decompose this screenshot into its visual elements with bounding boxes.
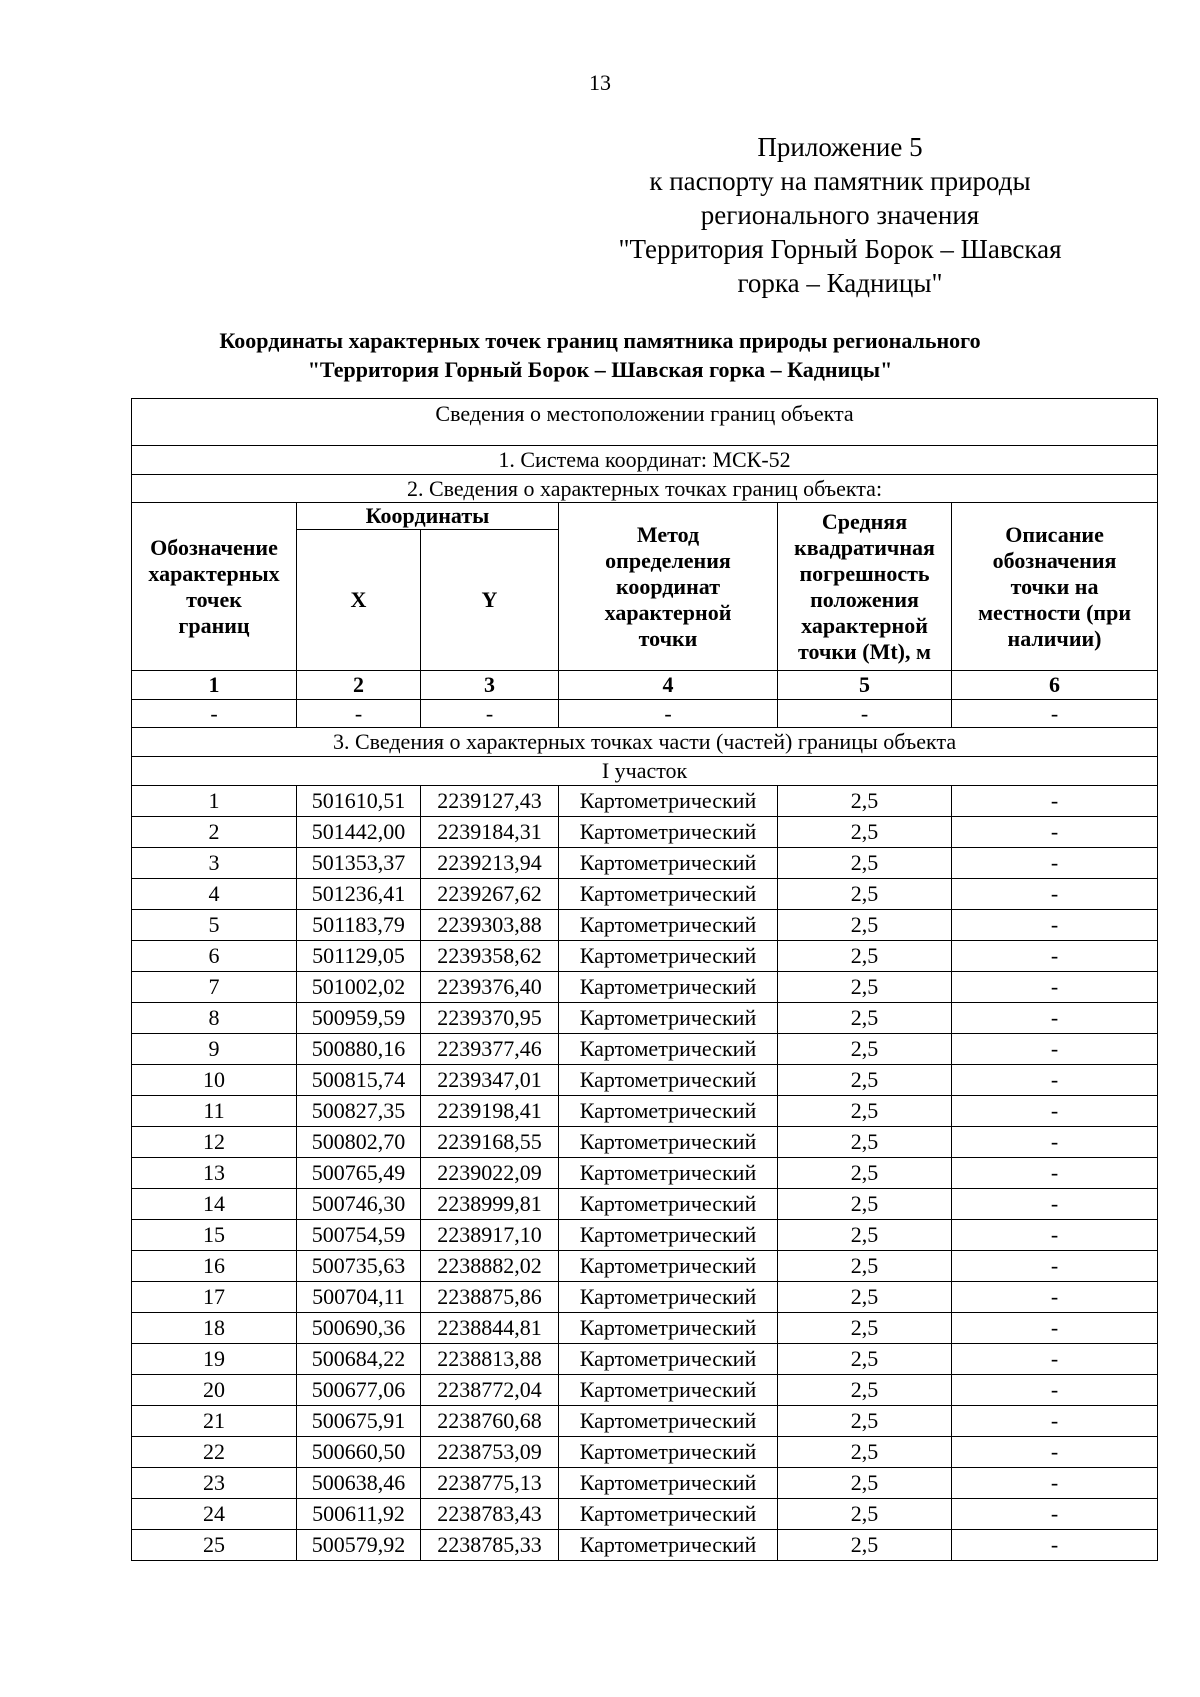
x-coordinate-cell: 501183,79 — [297, 910, 421, 941]
col-header-y: Y — [421, 530, 559, 671]
method-cell: Картометрический — [559, 972, 778, 1003]
x-coordinate-cell: 500684,22 — [297, 1344, 421, 1375]
y-coordinate-cell: 2239267,62 — [421, 879, 559, 910]
title-line-1: Координаты характерных точек границ памятника природы регионального — [219, 328, 981, 353]
table-row — [132, 1499, 1158, 1530]
error-cell: 2,5 — [778, 1127, 952, 1158]
error-cell: 2,5 — [778, 1375, 952, 1406]
x-coordinate-cell: 500815,74 — [297, 1065, 421, 1096]
error-cell: 2,5 — [778, 848, 952, 879]
method-cell: Картометрический — [559, 848, 778, 879]
description-cell: - — [952, 1530, 1158, 1561]
header-line: определения — [605, 547, 731, 573]
y-coordinate-cell: 2238999,81 — [421, 1189, 559, 1220]
y-coordinate-cell: 2239213,94 — [421, 848, 559, 879]
error-cell: 2,5 — [778, 879, 952, 910]
method-cell: Картометрический — [559, 1034, 778, 1065]
error-cell: 2,5 — [778, 1158, 952, 1189]
x-coordinate-cell: 500735,63 — [297, 1251, 421, 1282]
description-cell: - — [952, 1158, 1158, 1189]
y-coordinate-cell: 2238917,10 — [421, 1220, 559, 1251]
y-coordinate-cell: 2239198,41 — [421, 1096, 559, 1127]
y-coordinate-cell: 2239127,43 — [421, 786, 559, 817]
y-coordinate-cell: 2238813,88 — [421, 1344, 559, 1375]
method-cell: Картометрический — [559, 1003, 778, 1034]
method-cell: Картометрический — [559, 1344, 778, 1375]
empty-cell: - — [559, 700, 778, 728]
table-row — [132, 1437, 1158, 1468]
info-header: Сведения о местоположении границ объекта — [132, 399, 1158, 446]
header-line: Средняя — [821, 508, 908, 534]
error-cell: 2,5 — [778, 786, 952, 817]
point-number-cell: 1 — [132, 786, 297, 817]
y-coordinate-cell: 2239303,88 — [421, 910, 559, 941]
y-coordinate-cell: 2239370,95 — [421, 1003, 559, 1034]
header-line: характерной — [801, 612, 928, 638]
method-cell: Картометрический — [559, 1096, 778, 1127]
point-number-cell: 20 — [132, 1375, 297, 1406]
method-cell: Картометрический — [559, 1065, 778, 1096]
method-cell: Картометрический — [559, 1189, 778, 1220]
description-cell: - — [952, 1127, 1158, 1158]
method-cell: Картометрический — [559, 1499, 778, 1530]
x-coordinate-cell: 501442,00 — [297, 817, 421, 848]
table-row — [132, 1034, 1158, 1065]
error-cell: 2,5 — [778, 1468, 952, 1499]
header-line: погрешность — [799, 560, 930, 586]
appendix-line: горка – Кадницы" — [737, 268, 943, 298]
empty-cell: - — [132, 700, 297, 728]
description-cell: - — [952, 941, 1158, 972]
table-row — [132, 1251, 1158, 1282]
y-coordinate-cell: 2238785,33 — [421, 1530, 559, 1561]
point-number-cell: 21 — [132, 1406, 297, 1437]
error-cell: 2,5 — [778, 1499, 952, 1530]
x-coordinate-cell: 500638,46 — [297, 1468, 421, 1499]
header-line: Обозначение — [150, 534, 278, 560]
description-cell: - — [952, 817, 1158, 848]
error-cell: 2,5 — [778, 1189, 952, 1220]
header-line: наличии) — [1007, 625, 1102, 651]
table-row — [132, 941, 1158, 972]
column-number: 4 — [559, 671, 778, 700]
x-coordinate-cell: 501002,02 — [297, 972, 421, 1003]
x-coordinate-cell: 500660,50 — [297, 1437, 421, 1468]
error-cell: 2,5 — [778, 1003, 952, 1034]
point-number-cell: 5 — [132, 910, 297, 941]
x-coordinate-cell: 500746,30 — [297, 1189, 421, 1220]
col-header-error — [778, 503, 952, 671]
point-number-cell: 16 — [132, 1251, 297, 1282]
title-line-2: "Территория Горный Борок – Шавская горка – Кадницы" — [307, 357, 893, 382]
header-line: точки на — [1010, 573, 1099, 599]
header-line: квадратичная — [794, 534, 935, 560]
x-coordinate-cell: 500765,49 — [297, 1158, 421, 1189]
x-coordinate-cell: 500704,11 — [297, 1282, 421, 1313]
header-line: Описание — [1005, 521, 1104, 547]
method-cell: Картометрический — [559, 1158, 778, 1189]
error-cell: 2,5 — [778, 1251, 952, 1282]
method-cell: Картометрический — [559, 1127, 778, 1158]
y-coordinate-cell: 2238783,43 — [421, 1499, 559, 1530]
description-cell: - — [952, 1251, 1158, 1282]
points-header: 2. Сведения о характерных точках границ объекта: — [132, 475, 1158, 503]
empty-cell: - — [778, 700, 952, 728]
error-cell: 2,5 — [778, 1220, 952, 1251]
description-cell: - — [952, 1437, 1158, 1468]
coordinates-table — [131, 398, 1158, 1561]
description-cell: - — [952, 1313, 1158, 1344]
description-cell: - — [952, 972, 1158, 1003]
x-coordinate-cell: 501236,41 — [297, 879, 421, 910]
document-title — [130, 326, 1070, 384]
x-coordinate-cell: 500802,70 — [297, 1127, 421, 1158]
error-cell: 2,5 — [778, 1406, 952, 1437]
header-line: точки — [638, 625, 698, 651]
point-number-cell: 17 — [132, 1282, 297, 1313]
description-cell: - — [952, 1003, 1158, 1034]
table-row — [132, 1158, 1158, 1189]
header-line: характерной — [604, 599, 732, 625]
error-cell: 2,5 — [778, 1437, 952, 1468]
x-coordinate-cell: 500675,91 — [297, 1406, 421, 1437]
description-cell: - — [952, 1220, 1158, 1251]
method-cell: Картометрический — [559, 910, 778, 941]
table-row — [132, 1189, 1158, 1220]
table-row — [132, 1220, 1158, 1251]
error-cell: 2,5 — [778, 1313, 952, 1344]
x-coordinate-cell: 500611,92 — [297, 1499, 421, 1530]
point-number-cell: 6 — [132, 941, 297, 972]
method-cell: Картометрический — [559, 1530, 778, 1561]
point-number-cell: 11 — [132, 1096, 297, 1127]
y-coordinate-cell: 2239168,55 — [421, 1127, 559, 1158]
point-number-cell: 19 — [132, 1344, 297, 1375]
col-header-designation — [132, 503, 297, 671]
error-cell: 2,5 — [778, 941, 952, 972]
y-coordinate-cell: 2239376,40 — [421, 972, 559, 1003]
header-line: координат — [615, 573, 721, 599]
point-number-cell: 18 — [132, 1313, 297, 1344]
col-header-method — [559, 503, 778, 671]
y-coordinate-cell: 2238775,13 — [421, 1468, 559, 1499]
y-coordinate-cell: 2238753,09 — [421, 1437, 559, 1468]
x-coordinate-cell: 501610,51 — [297, 786, 421, 817]
error-cell: 2,5 — [778, 1065, 952, 1096]
description-cell: - — [952, 1189, 1158, 1220]
method-cell: Картометрический — [559, 817, 778, 848]
column-number: 5 — [778, 671, 952, 700]
column-number: 6 — [952, 671, 1158, 700]
description-cell: - — [952, 848, 1158, 879]
table-row — [132, 1003, 1158, 1034]
y-coordinate-cell: 2239022,09 — [421, 1158, 559, 1189]
description-cell: - — [952, 910, 1158, 941]
x-coordinate-cell: 500579,92 — [297, 1530, 421, 1561]
x-coordinate-cell: 500677,06 — [297, 1375, 421, 1406]
point-number-cell: 10 — [132, 1065, 297, 1096]
y-coordinate-cell: 2239347,01 — [421, 1065, 559, 1096]
y-coordinate-cell: 2239377,46 — [421, 1034, 559, 1065]
table-row — [132, 1344, 1158, 1375]
x-coordinate-cell: 500880,16 — [297, 1034, 421, 1065]
error-cell: 2,5 — [778, 1282, 952, 1313]
point-number-cell: 24 — [132, 1499, 297, 1530]
method-cell: Картометрический — [559, 1251, 778, 1282]
table-row — [132, 1406, 1158, 1437]
description-cell: - — [952, 1065, 1158, 1096]
description-cell: - — [952, 1096, 1158, 1127]
point-number-cell: 13 — [132, 1158, 297, 1189]
column-number: 3 — [421, 671, 559, 700]
method-cell: Картометрический — [559, 786, 778, 817]
x-coordinate-cell: 500959,59 — [297, 1003, 421, 1034]
y-coordinate-cell: 2238875,86 — [421, 1282, 559, 1313]
point-number-cell: 14 — [132, 1189, 297, 1220]
method-cell: Картометрический — [559, 1375, 778, 1406]
table-row — [132, 972, 1158, 1003]
method-cell: Картометрический — [559, 1437, 778, 1468]
table-row — [132, 1468, 1158, 1499]
method-cell: Картометрический — [559, 1220, 778, 1251]
y-coordinate-cell: 2238772,04 — [421, 1375, 559, 1406]
method-cell: Картометрический — [559, 1313, 778, 1344]
table-row — [132, 1530, 1158, 1561]
error-cell: 2,5 — [778, 1530, 952, 1561]
x-coordinate-cell: 500754,59 — [297, 1220, 421, 1251]
appendix-line: к паспорту на памятник природы — [649, 166, 1031, 196]
description-cell: - — [952, 1499, 1158, 1530]
appendix-line: "Территория Горный Борок – Шавская — [618, 234, 1062, 264]
method-cell: Картометрический — [559, 941, 778, 972]
point-number-cell: 22 — [132, 1437, 297, 1468]
col-header-description — [952, 503, 1158, 671]
section-label: I участок — [132, 757, 1158, 786]
header-line: положения — [810, 586, 919, 612]
y-coordinate-cell: 2238882,02 — [421, 1251, 559, 1282]
description-cell: - — [952, 1282, 1158, 1313]
point-number-cell: 4 — [132, 879, 297, 910]
header-line: Метод — [636, 521, 700, 547]
description-cell: - — [952, 1375, 1158, 1406]
x-coordinate-cell: 500827,35 — [297, 1096, 421, 1127]
y-coordinate-cell: 2239184,31 — [421, 817, 559, 848]
error-cell: 2,5 — [778, 1344, 952, 1375]
table-row — [132, 879, 1158, 910]
table-row — [132, 1313, 1158, 1344]
error-cell: 2,5 — [778, 1096, 952, 1127]
description-cell: - — [952, 786, 1158, 817]
point-number-cell: 2 — [132, 817, 297, 848]
x-coordinate-cell: 501129,05 — [297, 941, 421, 972]
point-number-cell: 3 — [132, 848, 297, 879]
description-cell: - — [952, 879, 1158, 910]
point-number-cell: 8 — [132, 1003, 297, 1034]
y-coordinate-cell: 2238844,81 — [421, 1313, 559, 1344]
col-header-coordinates: Координаты — [297, 503, 559, 530]
error-cell: 2,5 — [778, 972, 952, 1003]
column-number: 1 — [132, 671, 297, 700]
error-cell: 2,5 — [778, 1034, 952, 1065]
table-row — [132, 910, 1158, 941]
y-coordinate-cell: 2239358,62 — [421, 941, 559, 972]
part-header: 3. Сведения о характерных точках части (частей) границы объекта — [132, 728, 1158, 757]
header-line: местности (при — [978, 599, 1131, 625]
table-row — [132, 817, 1158, 848]
empty-cell: - — [297, 700, 421, 728]
point-number-cell: 25 — [132, 1530, 297, 1561]
col-header-x: X — [297, 530, 421, 671]
coord-system: 1. Система координат: МСК-52 — [132, 446, 1158, 475]
appendix-header — [580, 130, 1100, 300]
page-number: 13 — [589, 70, 611, 95]
y-coordinate-cell: 2238760,68 — [421, 1406, 559, 1437]
table-row — [132, 1282, 1158, 1313]
header-line: обозначения — [992, 547, 1117, 573]
header-line: границ — [178, 612, 250, 638]
table-row — [132, 1096, 1158, 1127]
description-cell: - — [952, 1344, 1158, 1375]
method-cell: Картометрический — [559, 879, 778, 910]
table-row — [132, 786, 1158, 817]
appendix-line: Приложение 5 — [757, 132, 923, 162]
table-row — [132, 1127, 1158, 1158]
method-cell: Картометрический — [559, 1406, 778, 1437]
description-cell: - — [952, 1034, 1158, 1065]
x-coordinate-cell: 501353,37 — [297, 848, 421, 879]
column-number: 2 — [297, 671, 421, 700]
method-cell: Картометрический — [559, 1282, 778, 1313]
table-row — [132, 1375, 1158, 1406]
point-number-cell: 12 — [132, 1127, 297, 1158]
error-cell: 2,5 — [778, 817, 952, 848]
description-cell: - — [952, 1406, 1158, 1437]
point-number-cell: 7 — [132, 972, 297, 1003]
empty-cell: - — [421, 700, 559, 728]
header-line: точки (Mt), м — [798, 638, 931, 664]
method-cell: Картометрический — [559, 1468, 778, 1499]
header-line: точек — [186, 586, 242, 612]
point-number-cell: 15 — [132, 1220, 297, 1251]
empty-cell: - — [952, 700, 1158, 728]
x-coordinate-cell: 500690,36 — [297, 1313, 421, 1344]
table-row — [132, 1065, 1158, 1096]
table-row — [132, 848, 1158, 879]
appendix-line: регионального значения — [700, 200, 980, 230]
point-number-cell: 9 — [132, 1034, 297, 1065]
header-line: характерных — [148, 560, 280, 586]
point-number-cell: 23 — [132, 1468, 297, 1499]
description-cell: - — [952, 1468, 1158, 1499]
error-cell: 2,5 — [778, 910, 952, 941]
